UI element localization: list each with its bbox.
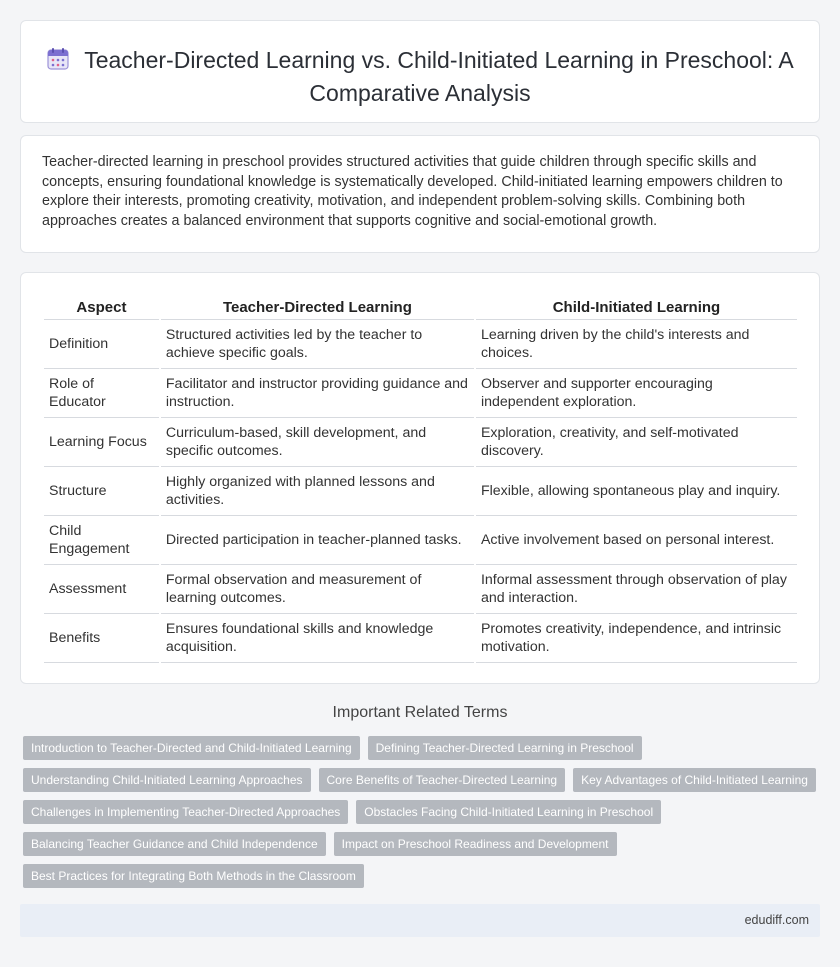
footer xyxy=(20,904,820,937)
related-term-link[interactable]: Key Advantages of Child-Initiated Learning xyxy=(573,768,816,792)
row-teacher-directed: Formal observation and measurement of learning outcomes. xyxy=(161,565,474,614)
related-term-link[interactable]: Obstacles Facing Child-Initiated Learning in Preschool xyxy=(356,800,661,824)
related-term-link[interactable]: Core Benefits of Teacher-Directed Learning xyxy=(319,768,566,792)
row-teacher-directed: Directed participation in teacher-planned tasks. xyxy=(161,516,474,565)
related-terms-list xyxy=(23,736,823,888)
related-term-link[interactable]: Introduction to Teacher-Directed and Child-Initiated Learning xyxy=(23,736,360,760)
related-term-link[interactable]: Challenges in Implementing Teacher-Directed Approaches xyxy=(23,800,348,824)
row-aspect: Role of Educator xyxy=(44,369,159,418)
table-row xyxy=(44,565,797,614)
row-child-initiated: Exploration, creativity, and self-motivated discovery. xyxy=(476,418,797,467)
table-row xyxy=(44,614,797,663)
calendar-icon xyxy=(46,47,70,78)
related-term-link[interactable]: Understanding Child-Initiated Learning Approaches xyxy=(23,768,311,792)
intro-paragraph: Teacher-directed learning in preschool provides structured activities that guide children through specific skills and concepts, ensuring foundational knowledge is systematically developed. Child-initiated learning empowers children to explore their interests, promoting creativity, motivation, and independent problem-solving skills. Combining both approaches creates a balanced environment that supports cognitive and social-emotional growth. xyxy=(42,154,783,229)
table-row xyxy=(44,467,797,516)
row-aspect: Assessment xyxy=(44,565,159,614)
row-aspect: Benefits xyxy=(44,614,159,663)
header-child-initiated: Child-Initiated Learning xyxy=(476,295,797,320)
table-header-row xyxy=(44,295,797,320)
row-aspect: Learning Focus xyxy=(44,418,159,467)
row-aspect: Structure xyxy=(44,467,159,516)
header-teacher-directed: Teacher-Directed Learning xyxy=(161,295,474,320)
comparison-table-card xyxy=(20,272,820,684)
table-row xyxy=(44,418,797,467)
table-row xyxy=(44,516,797,565)
related-term-link[interactable]: Defining Teacher-Directed Learning in Preschool xyxy=(368,736,642,760)
comparison-table xyxy=(42,295,799,663)
row-aspect: Child Engagement xyxy=(44,516,159,565)
row-teacher-directed: Curriculum-based, skill development, and specific outcomes. xyxy=(161,418,474,467)
row-child-initiated: Informal assessment through observation of play and interaction. xyxy=(476,565,797,614)
related-terms-heading: Important Related Terms xyxy=(332,704,508,721)
row-teacher-directed: Facilitator and instructor providing guidance and instruction. xyxy=(161,369,474,418)
row-teacher-directed: Structured activities led by the teacher to achieve specific goals. xyxy=(161,320,474,369)
footer-site-link[interactable]: edudiff.com xyxy=(744,913,809,927)
row-teacher-directed: Highly organized with planned lessons and activities. xyxy=(161,467,474,516)
header-aspect: Aspect xyxy=(44,295,159,320)
title-card xyxy=(20,20,820,123)
row-child-initiated: Active involvement based on personal interest. xyxy=(476,516,797,565)
row-child-initiated: Observer and supporter encouraging independent exploration. xyxy=(476,369,797,418)
page-title-wrap xyxy=(21,45,819,108)
row-child-initiated: Flexible, allowing spontaneous play and inquiry. xyxy=(476,467,797,516)
related-term-link[interactable]: Impact on Preschool Readiness and Development xyxy=(334,832,617,856)
row-teacher-directed: Ensures foundational skills and knowledge acquisition. xyxy=(161,614,474,663)
page-title: Teacher-Directed Learning vs. Child-Initiated Learning in Preschool: A Comparative Analysis xyxy=(84,47,794,106)
related-term-link[interactable]: Best Practices for Integrating Both Methods in the Classroom xyxy=(23,864,364,888)
table-row xyxy=(44,320,797,369)
row-child-initiated: Promotes creativity, independence, and intrinsic motivation. xyxy=(476,614,797,663)
row-child-initiated: Learning driven by the child's interests and choices. xyxy=(476,320,797,369)
table-row xyxy=(44,369,797,418)
intro-card xyxy=(20,135,820,253)
related-term-link[interactable]: Balancing Teacher Guidance and Child Independence xyxy=(23,832,326,856)
row-aspect: Definition xyxy=(44,320,159,369)
